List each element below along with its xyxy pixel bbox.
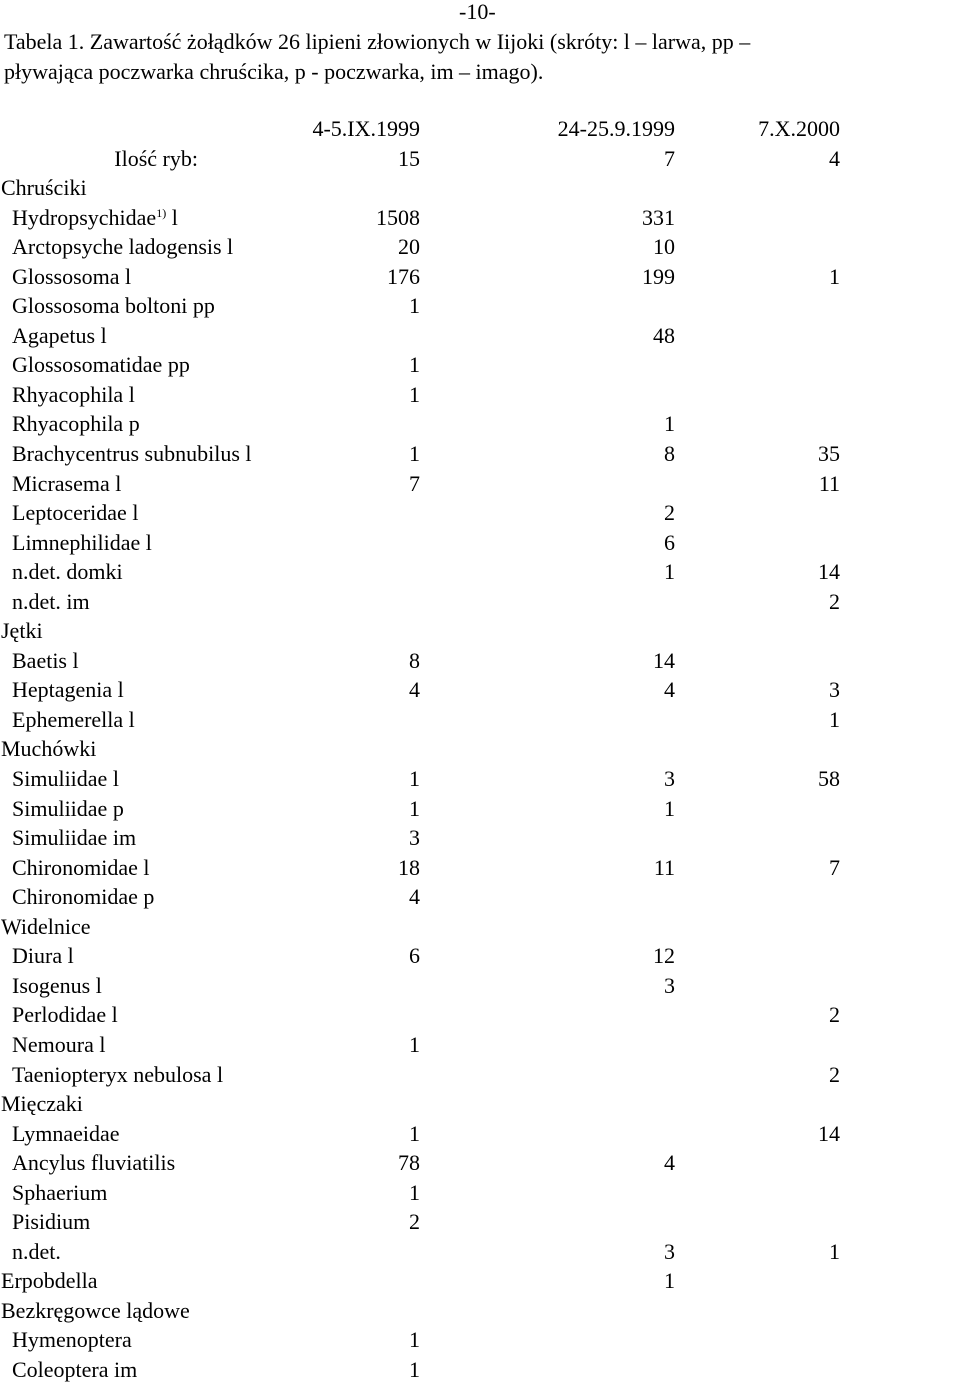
- category-row: [0, 912, 960, 942]
- count-cell: [675, 823, 840, 853]
- count-cell: 1: [409, 441, 420, 467]
- count-cell: [675, 1325, 840, 1355]
- count-cell: [420, 912, 675, 942]
- taxon-name: Chruściki: [1, 175, 87, 201]
- count-cell: 2: [409, 1209, 420, 1235]
- count-cell: [420, 705, 675, 735]
- taxon-name: Chironomidae l: [12, 854, 150, 880]
- taxon-label: [0, 557, 300, 587]
- taxon-label: [0, 587, 300, 617]
- count-cell: 3: [829, 677, 840, 703]
- table-row: [0, 203, 960, 233]
- count-cell: [420, 1060, 675, 1090]
- table-row: [0, 971, 960, 1001]
- taxon-name: Heptagenia l: [12, 677, 124, 703]
- count-cell: 1: [664, 411, 675, 437]
- count-cell: [420, 1296, 675, 1326]
- count-cell: [300, 173, 420, 203]
- count-cell: [420, 823, 675, 853]
- count-cell: [300, 912, 420, 942]
- count-cell: 1: [664, 1268, 675, 1294]
- count-cell: [300, 734, 420, 764]
- count-cell: 1: [409, 1356, 420, 1382]
- count-cell: 1: [409, 1327, 420, 1353]
- taxon-name: Agapetus l: [12, 322, 107, 348]
- count-cell: [300, 971, 420, 1001]
- category-row: [0, 173, 960, 203]
- count-cell: 14: [818, 1120, 840, 1146]
- table-row: [0, 262, 960, 292]
- table-row: [0, 1355, 960, 1385]
- count-cell: [300, 1266, 420, 1296]
- count-cell: [675, 1178, 840, 1208]
- table-row: [0, 941, 960, 971]
- table-caption: [4, 27, 956, 87]
- category-row: [0, 1296, 960, 1326]
- table-row: [0, 1207, 960, 1237]
- count-cell: 4: [409, 677, 420, 703]
- taxon-label: [0, 321, 300, 351]
- table-row: [0, 794, 960, 824]
- taxon-name: Nemoura l: [12, 1031, 106, 1057]
- count-cell: [420, 1089, 675, 1119]
- count-cell: 35: [818, 441, 840, 467]
- count-cell: 6: [664, 529, 675, 555]
- category-label: [0, 1089, 300, 1119]
- count-cell: [420, 1325, 675, 1355]
- count-cell: 1: [409, 1179, 420, 1205]
- count-cell: 1: [409, 1031, 420, 1057]
- table-row: [0, 882, 960, 912]
- count-cell: [675, 882, 840, 912]
- count-cell: [675, 321, 840, 351]
- count-cell: [675, 1148, 840, 1178]
- taxon-label: [0, 971, 300, 1001]
- count-cell: [675, 1207, 840, 1237]
- count-cell: [300, 498, 420, 528]
- taxon-label: [0, 1060, 300, 1090]
- taxon-name: Chironomidae p: [12, 884, 155, 910]
- count-cell: [675, 380, 840, 410]
- taxon-name: Mięczaki: [1, 1091, 83, 1117]
- table-row: [0, 439, 960, 469]
- taxon-label: [0, 941, 300, 971]
- count-cell: 18: [398, 854, 420, 880]
- count-cell: 1: [409, 293, 420, 319]
- count-cell: 4: [664, 1150, 675, 1176]
- taxon-label: [0, 1000, 300, 1030]
- table-row: [0, 232, 960, 262]
- taxon-name: Micrasema l: [12, 470, 122, 496]
- table-row: [0, 1030, 960, 1060]
- taxon-label: [0, 1148, 300, 1178]
- header-row: [0, 114, 960, 144]
- count-cell: 12: [653, 943, 675, 969]
- count-cell: [420, 350, 675, 380]
- header-date-1: 4-5.IX.1999: [312, 116, 420, 141]
- taxon-name: Simuliidae l: [12, 766, 119, 792]
- taxon-name: Glossosomatidae pp: [12, 352, 190, 378]
- count-cell: [675, 203, 840, 233]
- count-cell: 199: [642, 263, 675, 289]
- count-cell: 1: [409, 1120, 420, 1146]
- count-cell: 1: [664, 795, 675, 821]
- table-row: [0, 321, 960, 351]
- count-cell: 4: [664, 677, 675, 703]
- taxon-name: Ephemerella l: [12, 706, 135, 732]
- count-cell: 1: [409, 766, 420, 792]
- taxon-label: [0, 1178, 300, 1208]
- count-cell: 6: [409, 943, 420, 969]
- count-cell: 1: [829, 263, 840, 289]
- count-cell: [420, 1030, 675, 1060]
- category-label: [0, 1266, 300, 1296]
- taxon-name: Rhyacophila p: [12, 411, 140, 437]
- taxon-name: Coleoptera im: [12, 1356, 138, 1382]
- taxon-label: [0, 794, 300, 824]
- taxon-label: [0, 203, 300, 233]
- fish-count-2: 7: [664, 145, 675, 171]
- count-cell: [675, 734, 840, 764]
- taxon-label: [0, 350, 300, 380]
- taxon-name: Glossosoma boltoni pp: [12, 293, 215, 319]
- count-cell: [675, 616, 840, 646]
- count-cell: 3: [664, 972, 675, 998]
- count-cell: [675, 1089, 840, 1119]
- taxon-name: Sphaerium: [12, 1179, 108, 1205]
- count-cell: [300, 705, 420, 735]
- taxon-name: Arctopsyche ladogensis l: [12, 234, 234, 260]
- taxon-label: [0, 528, 300, 558]
- count-cell: 2: [664, 500, 675, 526]
- taxon-name: Jętki: [1, 618, 43, 644]
- count-cell: [420, 291, 675, 321]
- count-cell: [675, 232, 840, 262]
- count-cell: [675, 1030, 840, 1060]
- taxon-label: [0, 1119, 300, 1149]
- table-row: [0, 823, 960, 853]
- table-row: [0, 1237, 960, 1267]
- taxon-label: [0, 409, 300, 439]
- count-cell: [420, 882, 675, 912]
- category-row: [0, 616, 960, 646]
- table-row: [0, 587, 960, 617]
- taxon-name: Bezkręgowce lądowe: [1, 1297, 190, 1323]
- count-cell: 1: [829, 706, 840, 732]
- table-row: [0, 675, 960, 705]
- count-cell: 1: [409, 381, 420, 407]
- count-cell: [420, 1000, 675, 1030]
- count-cell: [420, 1207, 675, 1237]
- count-cell: [675, 350, 840, 380]
- table-row: [0, 350, 960, 380]
- count-cell: 8: [409, 647, 420, 673]
- stage-suffix: l: [166, 204, 178, 230]
- fish-count-1: 15: [398, 145, 420, 171]
- count-cell: [420, 173, 675, 203]
- taxon-name: Ancylus fluviatilis: [12, 1150, 176, 1176]
- taxon-label: [0, 882, 300, 912]
- category-label: [0, 1296, 300, 1326]
- count-cell: 1: [409, 352, 420, 378]
- category-row: [0, 1266, 960, 1296]
- count-cell: 14: [653, 647, 675, 673]
- count-cell: [420, 616, 675, 646]
- taxon-label: [0, 1237, 300, 1267]
- table-row: [0, 498, 960, 528]
- table-row: [0, 409, 960, 439]
- count-cell: [300, 1000, 420, 1030]
- count-cell: [420, 1119, 675, 1149]
- stomach-content-table: [0, 114, 960, 1385]
- header-date-2: 24-25.9.1999: [557, 116, 675, 141]
- count-cell: 7: [409, 470, 420, 496]
- taxon-name: Baetis l: [12, 647, 79, 673]
- count-cell: 2: [829, 1002, 840, 1028]
- header-blank: [0, 114, 300, 144]
- count-cell: [300, 1060, 420, 1090]
- count-cell: 78: [398, 1150, 420, 1176]
- table-row: [0, 764, 960, 794]
- count-cell: [300, 557, 420, 587]
- table-row: [0, 1325, 960, 1355]
- count-cell: 4: [409, 884, 420, 910]
- taxon-name: Brachycentrus subnubilus l: [12, 441, 252, 467]
- taxon-name: Pisidium: [12, 1209, 91, 1235]
- table-row: [0, 380, 960, 410]
- count-cell: 1: [829, 1238, 840, 1264]
- taxon-label: [0, 291, 300, 321]
- fish-count-label: [0, 144, 300, 174]
- count-cell: [420, 469, 675, 499]
- category-row: [0, 1089, 960, 1119]
- table-row: [0, 1000, 960, 1030]
- count-cell: [300, 409, 420, 439]
- table-row: [0, 291, 960, 321]
- count-cell: [675, 794, 840, 824]
- category-label: [0, 173, 300, 203]
- count-cell: 14: [818, 559, 840, 585]
- count-cell: [420, 1178, 675, 1208]
- taxon-name: Muchówki: [1, 736, 97, 762]
- table-row: [0, 1119, 960, 1149]
- taxon-name: Diura l: [12, 943, 74, 969]
- taxon-name: Simuliidae im: [12, 825, 137, 851]
- taxon-name: Rhyacophila l: [12, 381, 135, 407]
- taxon-label: [0, 705, 300, 735]
- taxon-name: Leptoceridae l: [12, 500, 139, 526]
- category-label: [0, 616, 300, 646]
- fish-count-label-text: Ilość ryb:: [114, 145, 198, 171]
- taxon-label: [0, 232, 300, 262]
- count-cell: [300, 1237, 420, 1267]
- count-cell: 1: [664, 559, 675, 585]
- taxon-label: [0, 1355, 300, 1385]
- table-row: [0, 705, 960, 735]
- fish-count-row: [0, 144, 960, 174]
- count-cell: 48: [653, 322, 675, 348]
- taxon-name: Perlodidae l: [12, 1002, 118, 1028]
- count-cell: [675, 971, 840, 1001]
- count-cell: [300, 321, 420, 351]
- table-row: [0, 528, 960, 558]
- count-cell: [300, 587, 420, 617]
- taxon-label: [0, 262, 300, 292]
- taxon-label: [0, 1030, 300, 1060]
- taxon-label: [0, 646, 300, 676]
- taxon-name: Widelnice: [1, 913, 91, 939]
- table-row: [0, 1060, 960, 1090]
- footnote-marker: 1): [156, 205, 167, 220]
- category-row: [0, 734, 960, 764]
- count-cell: 8: [664, 441, 675, 467]
- taxon-name: Hymenoptera: [12, 1327, 132, 1353]
- taxon-label: [0, 498, 300, 528]
- count-cell: [300, 528, 420, 558]
- count-cell: [420, 1355, 675, 1385]
- count-cell: [675, 409, 840, 439]
- count-cell: [675, 291, 840, 321]
- taxon-label: [0, 675, 300, 705]
- taxon-label: [0, 1207, 300, 1237]
- table-row: [0, 1178, 960, 1208]
- category-label: [0, 734, 300, 764]
- count-cell: [675, 528, 840, 558]
- count-cell: [675, 1266, 840, 1296]
- count-cell: [675, 1296, 840, 1326]
- count-cell: 1508: [376, 204, 420, 230]
- count-cell: 2: [829, 588, 840, 614]
- taxon-name: Erpobdella: [1, 1268, 98, 1294]
- taxon-name: Limnephilidae l: [12, 529, 152, 555]
- taxon-label: [0, 853, 300, 883]
- table-row: [0, 853, 960, 883]
- count-cell: 331: [642, 204, 675, 230]
- count-cell: 20: [398, 234, 420, 260]
- page-number: -10-: [459, 0, 496, 24]
- count-cell: 10: [653, 234, 675, 260]
- taxon-name: Isogenus l: [12, 972, 102, 998]
- taxon-name: Hydropsychidae: [12, 204, 157, 230]
- taxon-name: Lymnaeidae: [12, 1120, 120, 1146]
- caption-line-1: Tabela 1. Zawartość żołądków 26 lipieni złowionych w Iijoki (skróty: l – larwa, pp –: [4, 29, 751, 54]
- taxon-label: [0, 380, 300, 410]
- count-cell: [300, 1089, 420, 1119]
- count-cell: 11: [818, 470, 840, 496]
- count-cell: 3: [664, 766, 675, 792]
- count-cell: [675, 941, 840, 971]
- taxon-label: [0, 439, 300, 469]
- count-cell: 7: [829, 854, 840, 880]
- table-row: [0, 1148, 960, 1178]
- count-cell: 176: [387, 263, 420, 289]
- taxon-label: [0, 469, 300, 499]
- caption-line-2: pływająca poczwarka chruścika, p - poczwarka, im – imago).: [4, 59, 544, 84]
- table-row: [0, 646, 960, 676]
- count-cell: 1: [409, 795, 420, 821]
- taxon-name: Glossosoma l: [12, 263, 132, 289]
- taxon-label: [0, 764, 300, 794]
- table-row: [0, 557, 960, 587]
- header-date-3: 7.X.2000: [758, 116, 840, 141]
- count-cell: [300, 616, 420, 646]
- taxon-name: n.det. im: [12, 588, 90, 614]
- count-cell: 3: [664, 1238, 675, 1264]
- count-cell: [300, 1296, 420, 1326]
- count-cell: [675, 912, 840, 942]
- count-cell: [675, 646, 840, 676]
- taxon-name: n.det. domki: [12, 559, 123, 585]
- taxon-name: Taeniopteryx nebulosa l: [12, 1061, 224, 1087]
- count-cell: 58: [818, 766, 840, 792]
- table-row: [0, 469, 960, 499]
- count-cell: [675, 173, 840, 203]
- count-cell: [420, 734, 675, 764]
- count-cell: [675, 1355, 840, 1385]
- fish-count-3: 4: [829, 145, 840, 171]
- taxon-name: n.det.: [12, 1238, 61, 1264]
- category-label: [0, 912, 300, 942]
- taxon-name: Simuliidae p: [12, 795, 124, 821]
- count-cell: [420, 380, 675, 410]
- taxon-label: [0, 823, 300, 853]
- taxon-label: [0, 1325, 300, 1355]
- count-cell: [675, 498, 840, 528]
- count-cell: [420, 587, 675, 617]
- count-cell: 2: [829, 1061, 840, 1087]
- count-cell: 3: [409, 825, 420, 851]
- count-cell: 11: [653, 854, 675, 880]
